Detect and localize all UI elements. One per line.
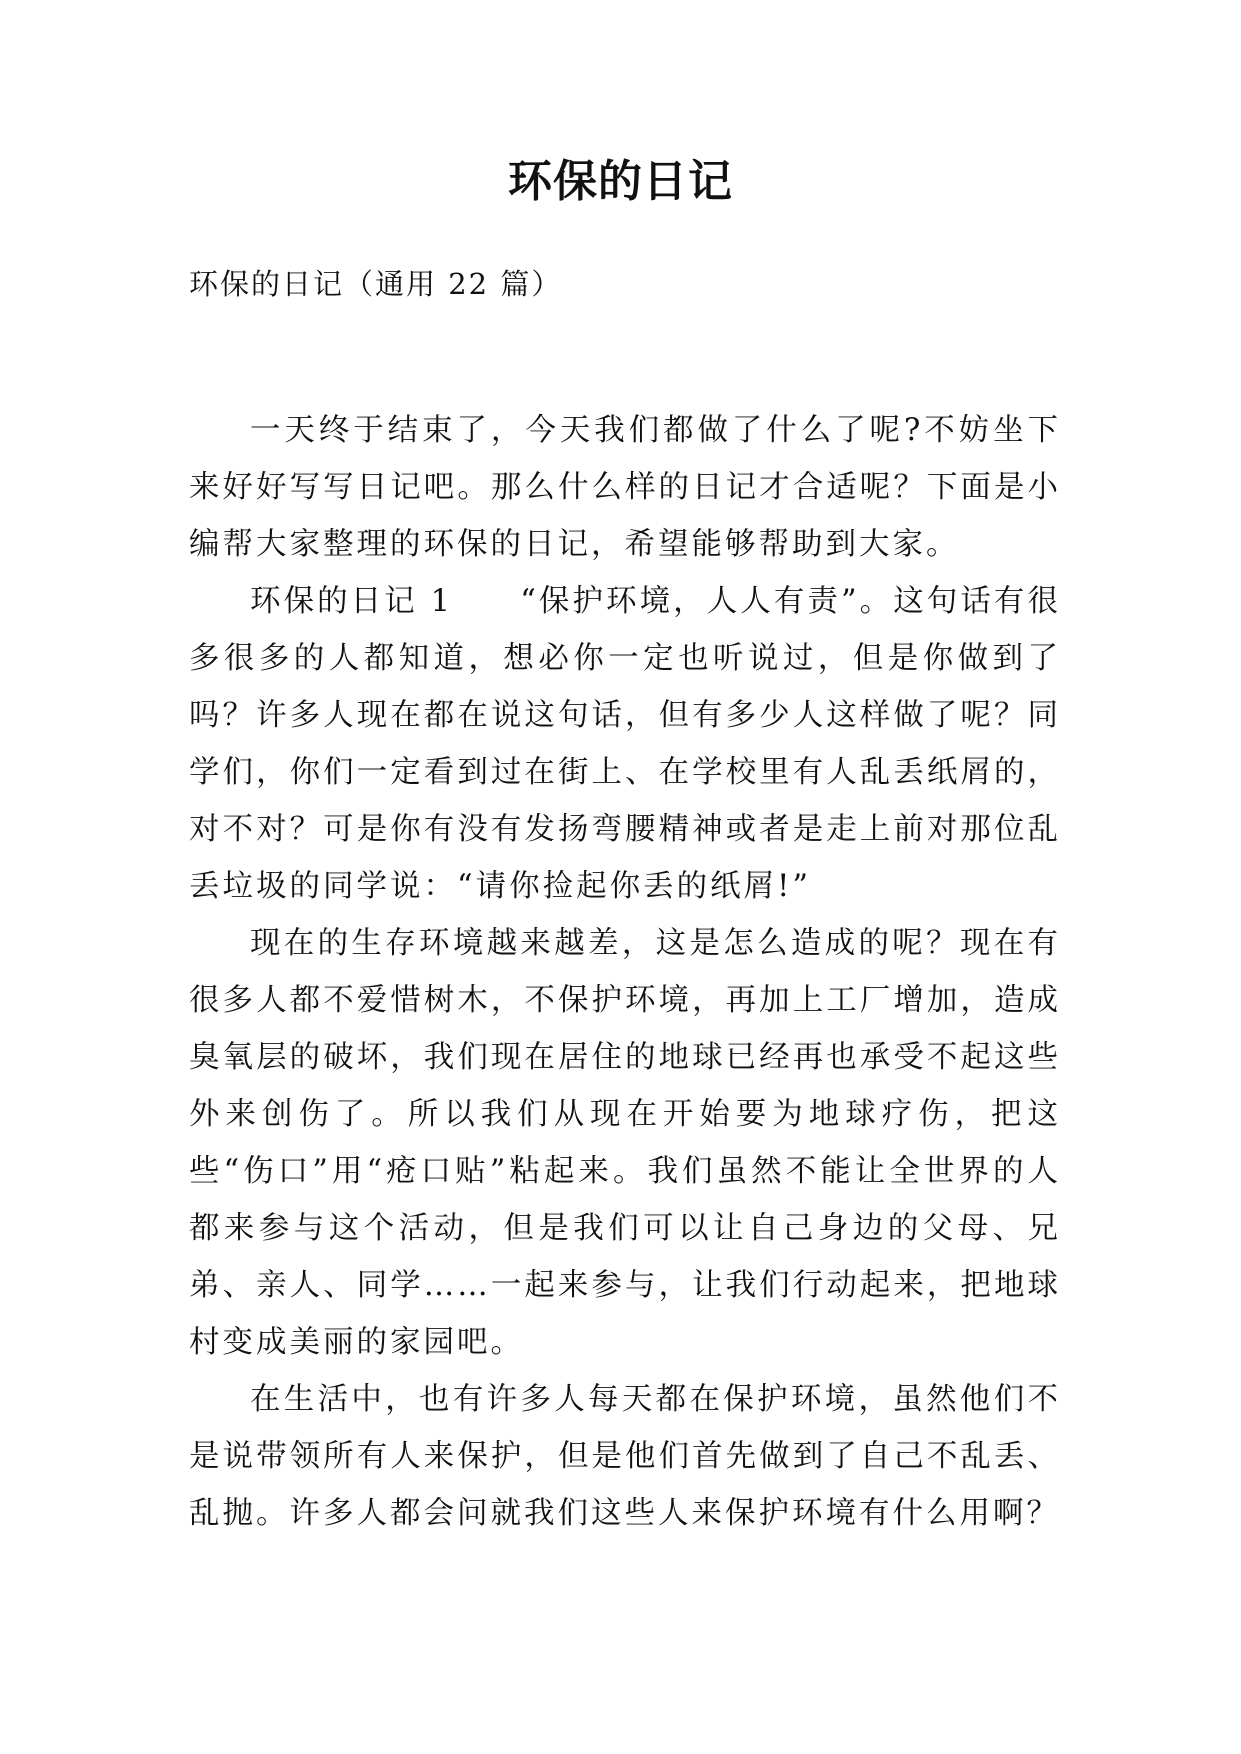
document-title: 环保的日记	[508, 156, 733, 207]
paragraph-diary-1: 环保的日记 1 “保护环境，人人有责”。这句话有很多很多的人都知道，想必你一定也听说过，但是你做到了吗？许多人现在都在说这句话，但有多少人这样做了呢？同学们，你们一定看到过在街上、在学校里有人乱丢纸屑的，对不对？可是你有没有发扬弯腰精神或者是走上前对那位乱丢垃圾的同学说：“请你捡起你丢的纸屑!”	[189, 584, 1061, 904]
document-body	[189, 402, 1061, 1542]
document-subtitle: 环保的日记（通用 22 篇）	[189, 267, 563, 301]
paragraph-daily-life: 在生活中，也有许多人每天都在保护环境，虽然他们不是说带领所有人来保护，但是他们首先做到了自己不乱丢、乱抛。许多人都会问就我们这些人来保护环境有什么用啊？	[189, 1382, 1061, 1531]
paragraph-environment: 现在的生存环境越来越差，这是怎么造成的呢？现在有很多人都不爱惜树木，不保护环境，再加上工厂增加，造成臭氧层的破坏，我们现在居住的地球已经再也承受不起这些外来创伤了。所以我们从现在开始要为地球疗伤，把这些“伤口”用“疮口贴”粘起来。我们虽然不能让全世界的人都来参与这个活动，但是我们可以让自己身边的父母、兄弟、亲人、同学……一起来参与，让我们行动起来，把地球村变成美丽的家园吧。	[189, 926, 1061, 1360]
paragraph-intro: 一天终于结束了，今天我们都做了什么了呢?不妨坐下来好好写写日记吧。那么什么样的日记才合适呢？下面是小编帮大家整理的环保的日记，希望能够帮助到大家。	[189, 413, 1061, 562]
